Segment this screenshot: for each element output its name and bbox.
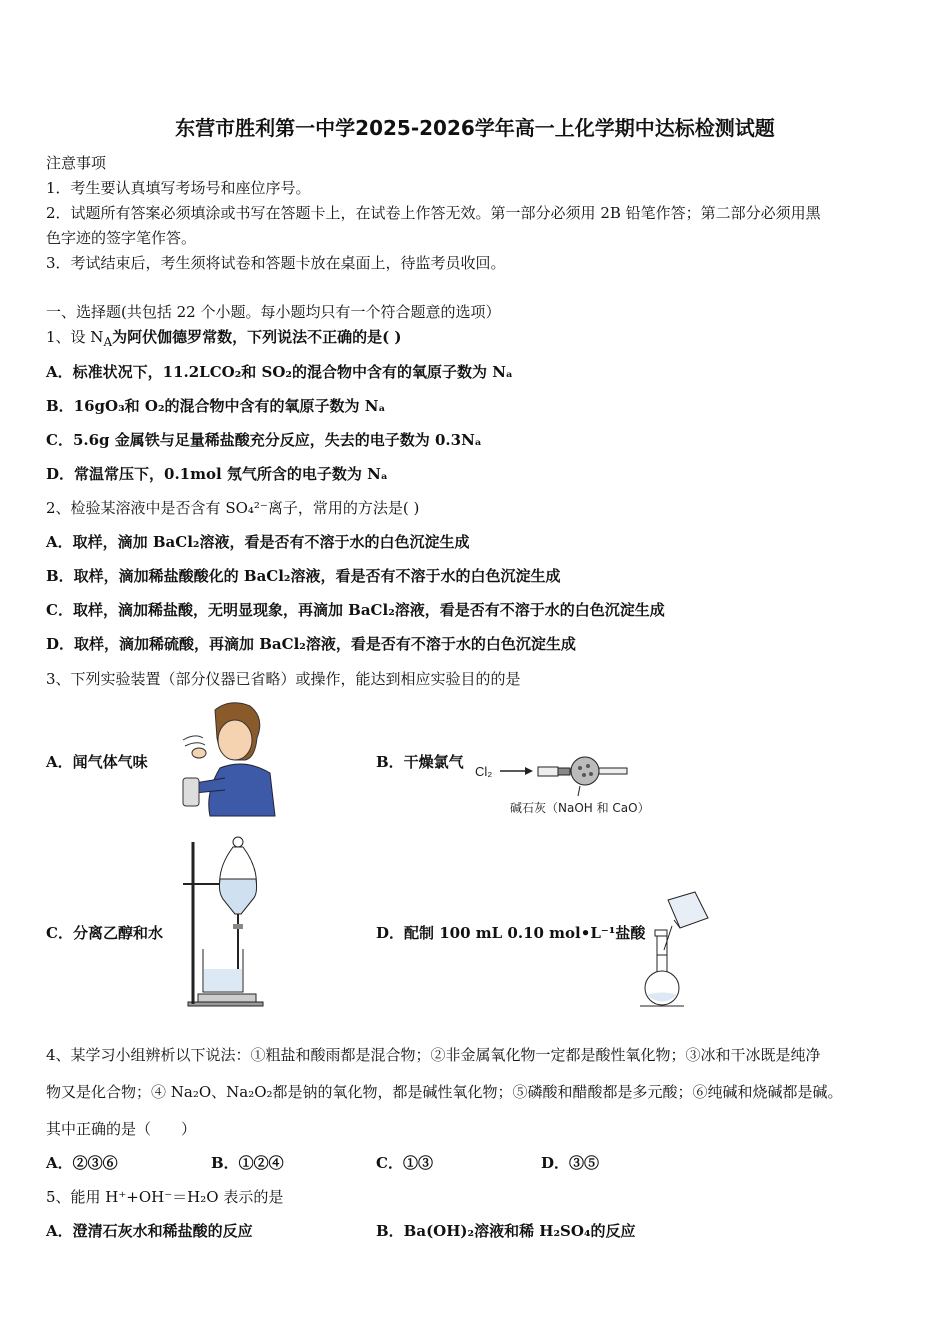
q2-option-a: A．取样，滴加 BaCl₂溶液，看是否有不溶于水的白色沉淀生成 [46,533,470,551]
q3-option-b: B．干燥氯气 [376,753,464,771]
q4-option-c: C．①③ [376,1154,433,1172]
page-title: 东营市胜利第一中学2025-2026学年高一上化学期中达标检测试题 [175,116,775,140]
q4-stem-line3: 其中正确的是（ ） [46,1120,197,1138]
q3-stem: 3、下列实验装置（部分仪器已省略）或操作，能达到相应实验目的的是 [46,670,521,688]
q4-option-a: A．②③⑥ [46,1154,118,1172]
q5-option-a: A．澄清石灰水和稀盐酸的反应 [46,1222,253,1240]
q4-stem-line2: 物又是化合物；④ Na₂O、Na₂O₂都是钠的氧化物，都是碱性氧化物；⑤磷酸和醋酸都是多元酸；⑥纯碱和烧碱都是碱。 [46,1083,843,1101]
chlorine-gas-label: Cl₂ [475,764,493,779]
q4-stem-line1: 4、某学习小组辨析以下说法：①粗盐和酸雨都是混合物；②非金属氧化物一定都是酸性氧化物；③冰和干冰既是纯净 [46,1046,821,1064]
notice-item: 色字迹的签字笔作答。 [46,229,197,247]
q4-option-b: B．①②④ [211,1154,284,1172]
notice-heading: 注意事项 [46,154,107,172]
q3-option-a: A．闻气体气味 [46,753,148,771]
q2-option-d: D．取样，滴加稀硫酸，再滴加 BaCl₂溶液，看是否有不溶于水的白色沉淀生成 [46,635,576,653]
q3-option-c: C．分离乙醇和水 [46,924,163,942]
q2-option-c: C．取样，滴加稀盐酸，无明显现象，再滴加 BaCl₂溶液，看是否有不溶于水的白色沉淀生成 [46,601,665,619]
q1-stem: 1、设 $N_A$为阿伏伽德罗常数，下列说法不正确的是( ) [46,328,402,349]
q3-option-d: D．配制 100 mL 0.10 mol•L⁻¹盐酸 [376,924,646,942]
notice-item: 1．考生要认真填写考场号和座位序号。 [46,179,311,197]
notice-item: 2．试题所有答案必须填涂或书写在答题卡上，在试卷上作答无效。第一部分必须用 2B 铅笔作答；第二部分必须用黑 [46,204,821,222]
separatory-funnel-figure [178,834,268,1012]
q5-stem: 5、能用 H⁺+OH⁻＝H₂O 表示的是 [46,1188,284,1206]
q2-stem: 2、检验某溶液中是否含有 SO₄²⁻离子，常用的方法是( ) [46,499,420,517]
smelling-figure [175,698,280,818]
q4-option-d: D．③⑤ [541,1154,600,1172]
drying-tube-figure [470,748,670,818]
q1-option-b: B．16gO₃和 O₂的混合物中含有的氧原子数为 Nₐ [46,397,386,415]
q5-option-b: B．Ba(OH)₂溶液和稀 H₂SO₄的反应 [376,1222,636,1240]
volumetric-flask-figure [630,890,715,1010]
notice-item: 3．考试结束后，考生须将试卷和答题卡放在桌面上，待监考员收回。 [46,254,506,272]
q1-option-a: A．标准状况下，11.2LCO₂和 SO₂的混合物中含有的氧原子数为 Nₐ [46,363,513,381]
q2-option-b: B．取样，滴加稀盐酸酸化的 BaCl₂溶液，看是否有不溶于水的白色沉淀生成 [46,567,561,585]
q1-option-c: C．5.6g 金属铁与足量稀盐酸充分反应，失去的电子数为 0.3Nₐ [46,431,482,449]
soda-lime-label: 碱石灰（NaOH 和 CaO） [510,801,650,815]
section-heading: 一、选择题(共包括 22 个小题。每小题均只有一个符合题意的选项） [46,303,501,321]
q1-option-d: D．常温常压下，0.1mol 氖气所含的电子数为 Nₐ [46,465,388,483]
